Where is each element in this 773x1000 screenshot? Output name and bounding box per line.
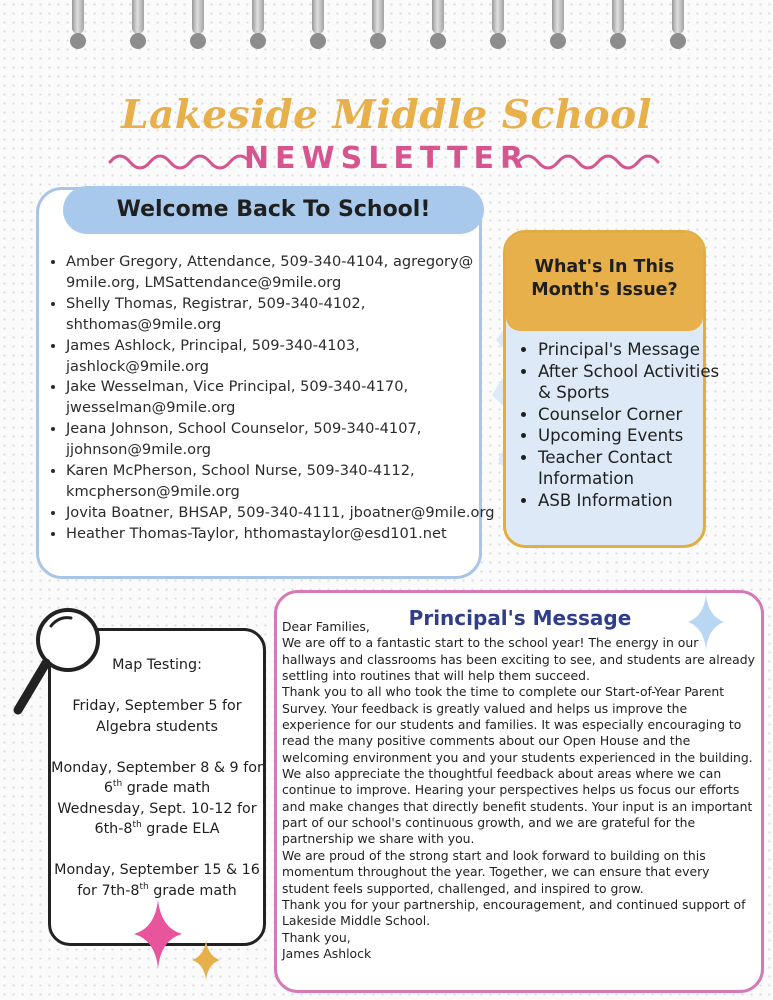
map-testing-line: Friday, September 5 for Algebra students: [72, 698, 242, 735]
binding-hole: [670, 33, 686, 49]
binding-hole: [550, 33, 566, 49]
binding-hole: [130, 33, 146, 49]
list-item: • Amber Gregory, Attendance, 509-340-4104, agregory@ 9mile.org, LMSattendance@9mile.org: [66, 252, 498, 294]
binding-hole: [370, 33, 386, 49]
letter-paragraph: Thank you to all who took the time to complete our Start-of-Year Parent Survey. Your feedback is greatly valued and helps us improve the experience for our students and families. It was especially encouraging to read the many positive comments about our Open House and the welcoming environment you and your students experienced in the building.: [282, 684, 753, 765]
binding-ring: [672, 0, 684, 34]
list-item: • After School Activities & Sports: [538, 361, 723, 404]
list-item: • Counselor Corner: [538, 404, 723, 426]
binding-hole: [610, 33, 626, 49]
binding-ring: [72, 0, 84, 34]
binding-ring: [132, 0, 144, 34]
list-item: • ASB Information: [538, 490, 723, 512]
binding-hole: [70, 33, 86, 49]
list-item: • Karen McPherson, School Nurse, 509-340-4112, kmcpherson@9mile.org: [66, 461, 498, 503]
binding-ring: [252, 0, 264, 34]
map-testing-title: Map Testing:: [112, 657, 202, 673]
binding-ring: [312, 0, 324, 34]
binding-ring: [492, 0, 504, 34]
map-testing-line: Wednesday, Sept. 10-12 for 6th-8th grade ELA: [57, 800, 257, 837]
list-item: • James Ashlock, Principal, 509-340-4103, jashlock@9mile.org: [66, 336, 498, 378]
letter-paragraph: We are off to a fantastic start to the school year! The energy in our hallways and classrooms has been exciting to see, and students are already settling into routines that will help them succeed.: [282, 635, 755, 684]
binding-ring: [192, 0, 204, 34]
binding-ring: [372, 0, 384, 34]
list-item: • Jeana Johnson, School Counselor, 509-340-4107, jjohnson@9mile.org: [66, 419, 498, 461]
binding-hole: [250, 33, 266, 49]
list-item: • Teacher Contact Information: [538, 447, 723, 490]
newsletter-heading: NEWSLETTER: [243, 141, 530, 176]
binding-hole: [490, 33, 506, 49]
staff-contact-list: [48, 252, 498, 545]
principal-message-title: Principal's Message: [408, 606, 632, 630]
list-item: • Jovita Boatner, BHSAP, 509-340-4111, jboatner@9mile.org: [66, 503, 498, 524]
school-name: Lakeside Middle School: [121, 92, 652, 138]
sparkle-icon: [134, 900, 234, 980]
binding-ring: [612, 0, 624, 34]
letter-paragraph: We also appreciate the thoughtful feedback about areas where we can continue to improve. Hearing your perspectives helps us focus our efforts and make changes that directly benefit students. Your input is an important part of our school's continuous growth, and we are grateful for the partnership we share with you.: [282, 766, 753, 847]
list-item: • Upcoming Events: [538, 425, 723, 447]
principal-letter: [282, 619, 756, 962]
letter-closing: Thank you,: [282, 929, 351, 945]
letter-greeting: Dear Families,: [282, 619, 370, 634]
map-testing-schedule: [44, 655, 270, 901]
issue-contents-title: What's In This Month's Issue?: [531, 257, 678, 300]
list-item: • Heather Thomas-Taylor, hthomastaylor@esd101.net: [66, 524, 498, 545]
binding-hole: [430, 33, 446, 49]
list-item: • Jake Wesselman, Vice Principal, 509-340-4170, jwesselman@9mile.org: [66, 377, 498, 419]
letter-paragraph: Thank you for your partnership, encouragement, and continued support of Lakeside Middle School.: [282, 896, 746, 929]
binding-hole: [190, 33, 206, 49]
list-item: • Principal's Message: [538, 339, 723, 361]
binding-ring: [432, 0, 444, 34]
map-testing-line: Monday, September 15 & 16 for 7th-8th grade math: [54, 862, 260, 899]
issue-contents-list: [520, 339, 723, 511]
binding-hole: [310, 33, 326, 49]
letter-signature: James Ashlock: [282, 945, 372, 961]
welcome-title: Welcome Back To School!: [116, 197, 431, 222]
map-testing-line: Monday, September 8 & 9 for 6th grade math: [51, 759, 263, 796]
letter-paragraph: We are proud of the strong start and look forward to building on this momentum throughout the year. Together, we can ensure that every student feels supported, challenged, and inspired to grow.: [282, 847, 710, 896]
binding-ring: [552, 0, 564, 34]
list-item: • Shelly Thomas, Registrar, 509-340-4102, shthomas@9mile.org: [66, 294, 498, 336]
